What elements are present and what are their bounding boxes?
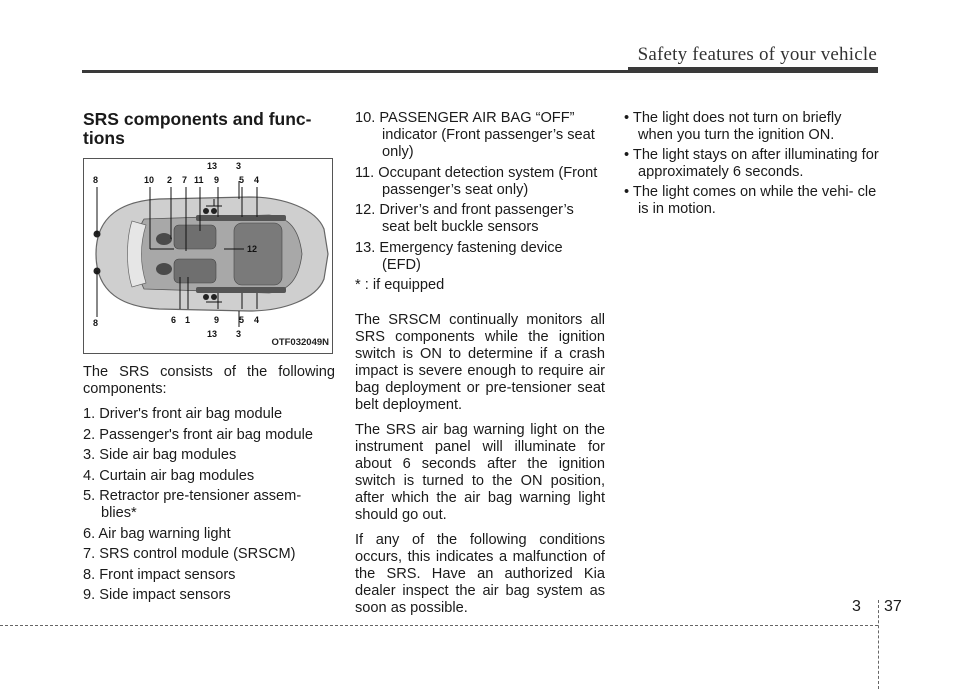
- condition-bullet: • The light stays on after illuminating for approximately 6 seconds.: [624, 147, 879, 180]
- column-3: [624, 110, 880, 221]
- column-1: [83, 110, 335, 608]
- section-title-text: SRS components and func- tions: [83, 109, 312, 148]
- fig-label-1: 1: [185, 315, 191, 325]
- conditions-list: [624, 110, 880, 218]
- component-item: 13. Emergency fastening device (EFD): [355, 239, 563, 273]
- column-2: [355, 110, 605, 625]
- fig-label-6: 6: [171, 315, 177, 325]
- fig-label-9-bottom: 9: [214, 315, 220, 325]
- component-item: 6. Air bag warning light: [83, 525, 231, 542]
- fig-label-13-bottom: 13: [207, 329, 218, 339]
- srs-diagram-figure: [83, 158, 333, 354]
- footer-divider: [878, 600, 879, 689]
- component-item: 12. Driver’s and front passenger’s seat belt buckle sensors: [355, 202, 574, 235]
- paragraph-warning-light: The SRS air bag warning light on the instrument panel will illuminate for about 6 seconds after the ignition switch is turned to the ON position, after which the air bag warning light should go out.: [355, 422, 605, 523]
- component-item: 2. Passenger's front air bag module: [83, 426, 313, 443]
- component-item: 3. Side air bag modules: [83, 447, 237, 463]
- component-item: 1. Driver's front air bag module: [83, 406, 283, 422]
- page-number: 37: [884, 598, 902, 615]
- fig-label-8-bottom: 8: [93, 318, 99, 328]
- fig-label-11: 11: [194, 175, 204, 185]
- fig-label-2: 2: [167, 175, 173, 185]
- car-srs-diagram: [84, 159, 333, 354]
- footnote: * : if equipped: [355, 277, 445, 293]
- paragraph-srscm-monitoring: The SRSCM continually monitors all SRS components while the ignition switch is ON to determine if a crash impact is severe enough to require air bag deployment or pre-tensioner seat belt deployment.: [355, 312, 605, 413]
- fig-label-3-top: 3: [236, 161, 242, 171]
- condition-bullet: • The light comes on while the vehi- cle is in motion.: [624, 184, 877, 217]
- fig-label-13-top: 13: [207, 161, 218, 171]
- fig-label-9-top: 9: [214, 175, 220, 185]
- component-item: 8. Front impact sensors: [83, 566, 236, 583]
- component-item: 9. Side impact sensors: [83, 587, 231, 603]
- fig-label-5-top: 5: [239, 175, 245, 185]
- fig-label-4-bottom: 4: [254, 315, 260, 325]
- fig-label-10: 10: [144, 175, 155, 185]
- intro-paragraph: The SRS consists of the following components:: [83, 364, 335, 397]
- fig-label-8-top: 8: [93, 175, 99, 185]
- component-item: 7. SRS control module (SRSCM): [83, 546, 296, 562]
- component-item: 11. Occupant detection system (Front passenger’s seat only): [355, 164, 598, 198]
- running-header: Safety features of your vehicle: [637, 44, 877, 65]
- fig-label-7: 7: [182, 175, 188, 185]
- fig-label-4-top: 4: [254, 175, 260, 185]
- component-item: 10. PASSENGER AIR BAG “OFF” indicator (Front passenger’s seat only): [355, 110, 595, 160]
- header-rule-accent: [628, 67, 878, 73]
- section-title: [83, 110, 335, 148]
- component-item: 5. Retractor pre-tensioner assem- blies*: [83, 488, 302, 521]
- components-list: [83, 406, 335, 604]
- figure-code: OTF032049N: [271, 337, 329, 348]
- footer-rule: [0, 625, 878, 626]
- condition-bullet: • The light does not turn on briefly when you turn the ignition ON.: [624, 110, 842, 143]
- fig-label-5-bottom: 5: [239, 315, 245, 325]
- fig-label-12: 12: [247, 244, 258, 254]
- components-list-continued: [355, 110, 605, 274]
- component-item: 4. Curtain air bag modules: [83, 467, 255, 484]
- paragraph-malfunction: If any of the following conditions occurs, this indicates a malfunction of the SRS. Have an authorized Kia dealer inspect the air bag system as soon as possible.: [355, 532, 605, 616]
- chapter-number: 3: [852, 598, 861, 615]
- fig-label-3-bottom: 3: [236, 329, 242, 339]
